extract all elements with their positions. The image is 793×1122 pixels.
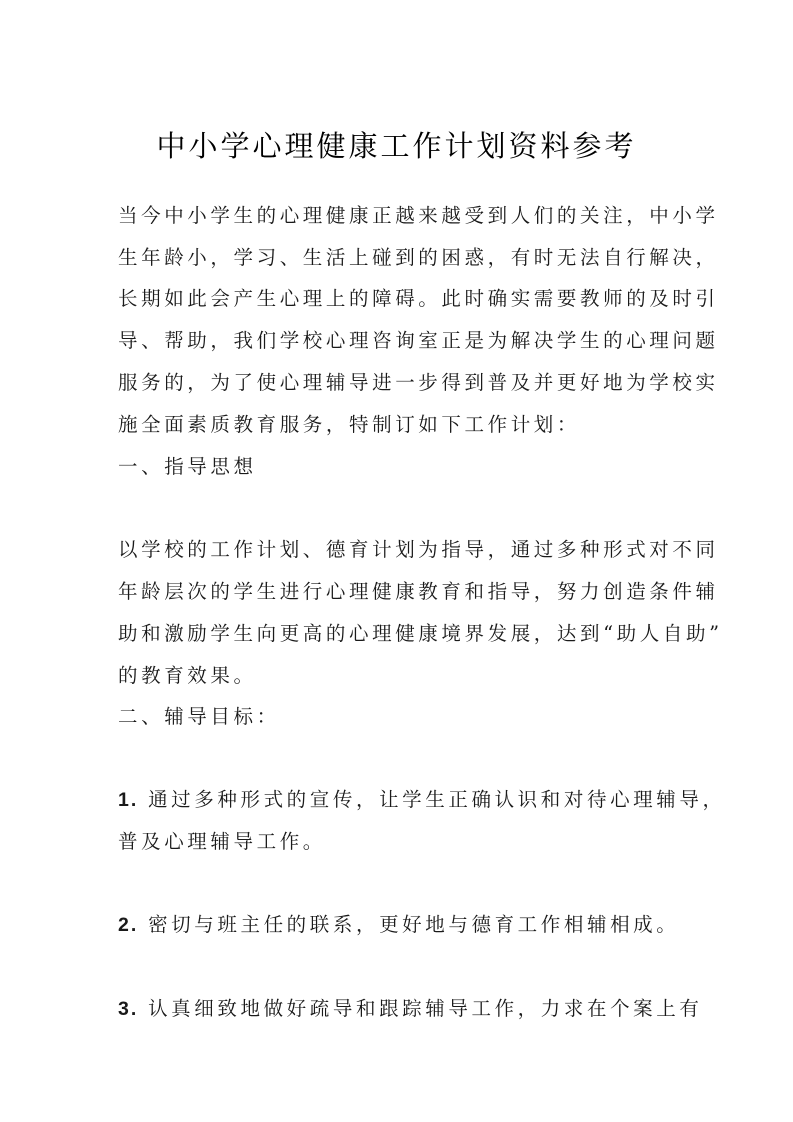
list-item (118, 784, 726, 812)
list-item-continuation: 普及心理辅导工作。 (118, 830, 326, 853)
list-text: 通过多种形式的宣传，让学生正确认识和对待心理辅导， (148, 788, 726, 811)
section-heading-guiding-ideology: 一、指导思想 (118, 455, 257, 478)
list-text: 认真细致地做好疏导和跟踪辅导工作，力求在个案上有 (148, 997, 703, 1020)
list-number: 3. (118, 998, 139, 1020)
list-item (118, 993, 702, 1021)
paragraph-line: 年龄层次的学生进行心理健康教育和指导，努力创造条件辅 (118, 580, 719, 603)
intro-line: 生年龄小，学习、生活上碰到的困惑，有时无法自行解决， (118, 246, 719, 269)
list-item (118, 909, 679, 937)
intro-line: 导、帮助，我们学校心理咨询室正是为解决学生的心理问题 (118, 329, 719, 352)
intro-line: 当今中小学生的心理健康正越来越受到人们的关注，中小学 (118, 204, 719, 227)
list-number: 2. (118, 914, 139, 936)
list-text: 密切与班主任的联系，更好地与德育工作相辅相成。 (148, 913, 680, 936)
intro-line: 长期如此会产生心理上的障碍。此时确实需要教师的及时引 (118, 287, 719, 310)
document-title: 中小学心理健康工作计划资料参考 (156, 129, 637, 163)
list-number: 1. (118, 789, 139, 811)
intro-line: 施全面素质教育服务，特制订如下工作计划： (118, 413, 581, 436)
paragraph-line: 助和激励学生向更高的心理健康境界发展，达到“助人自助” (118, 622, 723, 645)
intro-line: 服务的，为了使心理辅导进一步得到普及并更好地为学校实 (118, 371, 719, 394)
paragraph-line: 以学校的工作计划、德育计划为指导，通过多种形式对不同 (118, 538, 719, 561)
paragraph-line: 的教育效果。 (118, 664, 257, 687)
section-heading-goals: 二、辅导目标： (118, 705, 280, 728)
